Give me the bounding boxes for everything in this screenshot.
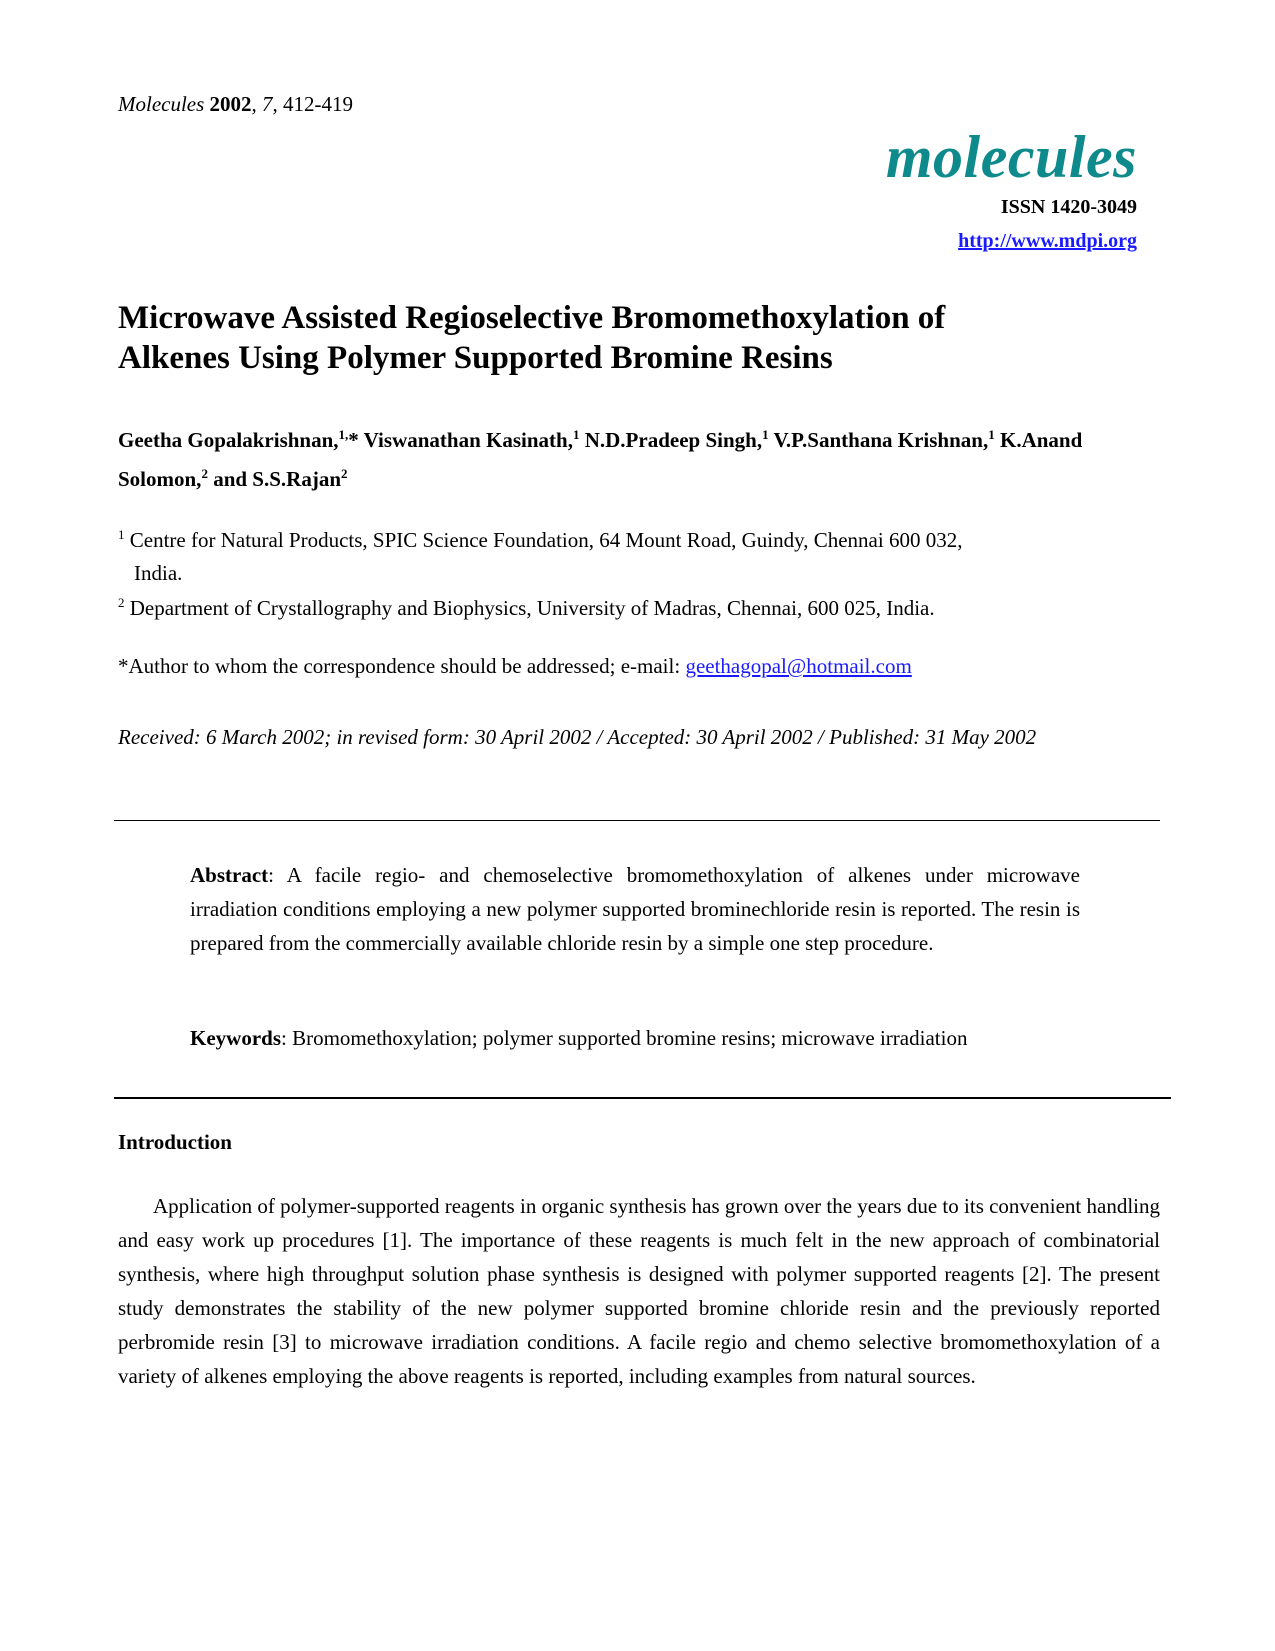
affiliation-1	[118, 518, 1168, 590]
journal-logo-text: molecules	[885, 124, 1137, 190]
author-affiliation-mark: 2	[201, 466, 208, 481]
citation-volume: 7	[262, 92, 273, 116]
divider-top	[114, 820, 1160, 821]
keywords-label: Keywords	[190, 1026, 281, 1050]
abstract	[190, 858, 1080, 960]
citation-year: 2002	[209, 92, 252, 116]
author-affiliation-mark: 1	[988, 427, 995, 442]
author-name: V.P.Santhana Krishnan,	[773, 428, 989, 452]
publication-dates: Received: 6 March 2002; in revised form: 30 April 2002 / Accepted: 30 April 2002 / Published: 31 May 2002	[118, 725, 1037, 749]
affiliation-text-continued: India.	[134, 561, 183, 585]
journal-url-link[interactable]: http://www.mdpi.org	[958, 230, 1137, 252]
divider-bottom	[114, 1097, 1171, 1099]
author-name: Viswanathan Kasinath,	[363, 428, 573, 452]
section-heading-introduction: Introduction	[118, 1130, 232, 1154]
issn: ISSN 1420-3049	[1000, 196, 1137, 218]
affiliation-2	[118, 586, 1168, 625]
introduction-paragraph: Application of polymer-supported reagents in organic synthesis has grown over the years due to its convenient handling and easy work up procedures [1]. The importance of these reagents is much felt in the new approach of combinatorial synthesis, where high throughput solution phase synthesis is designed with polymer supported reagents [2]. The present study demonstrates the stability of the new polymer supported bromine chloride resin and the previously reported perbromide resin [3] to microwave irradiation conditions. A facile regio and chemo selective bromomethoxylation of a variety of alkenes employing the above reagents is reported, including examples from natural sources.	[118, 1194, 1160, 1388]
affiliation-number: 1	[118, 527, 125, 542]
affiliation-text: Department of Crystallography and Biophysics, University of Madras, Chennai, 600 025, India.	[124, 596, 935, 620]
author-name: and S.S.Rajan	[213, 467, 341, 491]
author-separator: *	[348, 428, 364, 452]
author-name: Geetha Gopalakrishnan,	[118, 428, 339, 452]
author-affiliation-mark: 1,	[338, 427, 349, 442]
affiliation-text: Centre for Natural Products, SPIC Science Foundation, 64 Mount Road, Guindy, Chennai 600 032,	[124, 528, 963, 552]
journal-citation: Molecules 2002, 7, 412-419	[118, 92, 354, 116]
author-affiliation-mark: 1	[572, 427, 580, 442]
title-line-2: Alkenes Using Polymer Supported Bromine Resins	[118, 340, 833, 376]
abstract-text: : A facile regio- and chemoselective bromomethoxylation of alkenes under microwave irradiation conditions employing a new polymer supported brominechloride resin is reported. The resin is prepared from the commercially available chloride resin by a simple one step procedure.	[190, 863, 1080, 955]
affiliation-number: 2	[118, 595, 125, 610]
article-title	[118, 298, 1158, 378]
keywords	[190, 1026, 1110, 1051]
abstract-label: Abstract	[190, 863, 269, 887]
keywords-text: : Bromomethoxylation; polymer supported bromine resins; microwave irradiation	[281, 1026, 968, 1050]
correspondence-email-link[interactable]: geethagopal@hotmail.com	[685, 654, 912, 678]
citation-journal: Molecules	[118, 92, 205, 116]
title-line-1: Microwave Assisted Regioselective Bromomethoxylation of	[118, 300, 946, 336]
author-affiliation-mark: 2	[341, 466, 348, 481]
author-affiliation-mark: 1	[762, 427, 769, 442]
correspondence-text: *Author to whom the correspondence should be addressed; e-mail:	[118, 654, 686, 678]
citation-pages: , 412-419	[272, 92, 354, 116]
author-list	[118, 418, 1158, 496]
author-name: K.Anand Solomon,	[118, 428, 1083, 491]
author-name: N.D.Pradeep Singh,	[584, 428, 763, 452]
correspondence-note	[118, 654, 912, 679]
